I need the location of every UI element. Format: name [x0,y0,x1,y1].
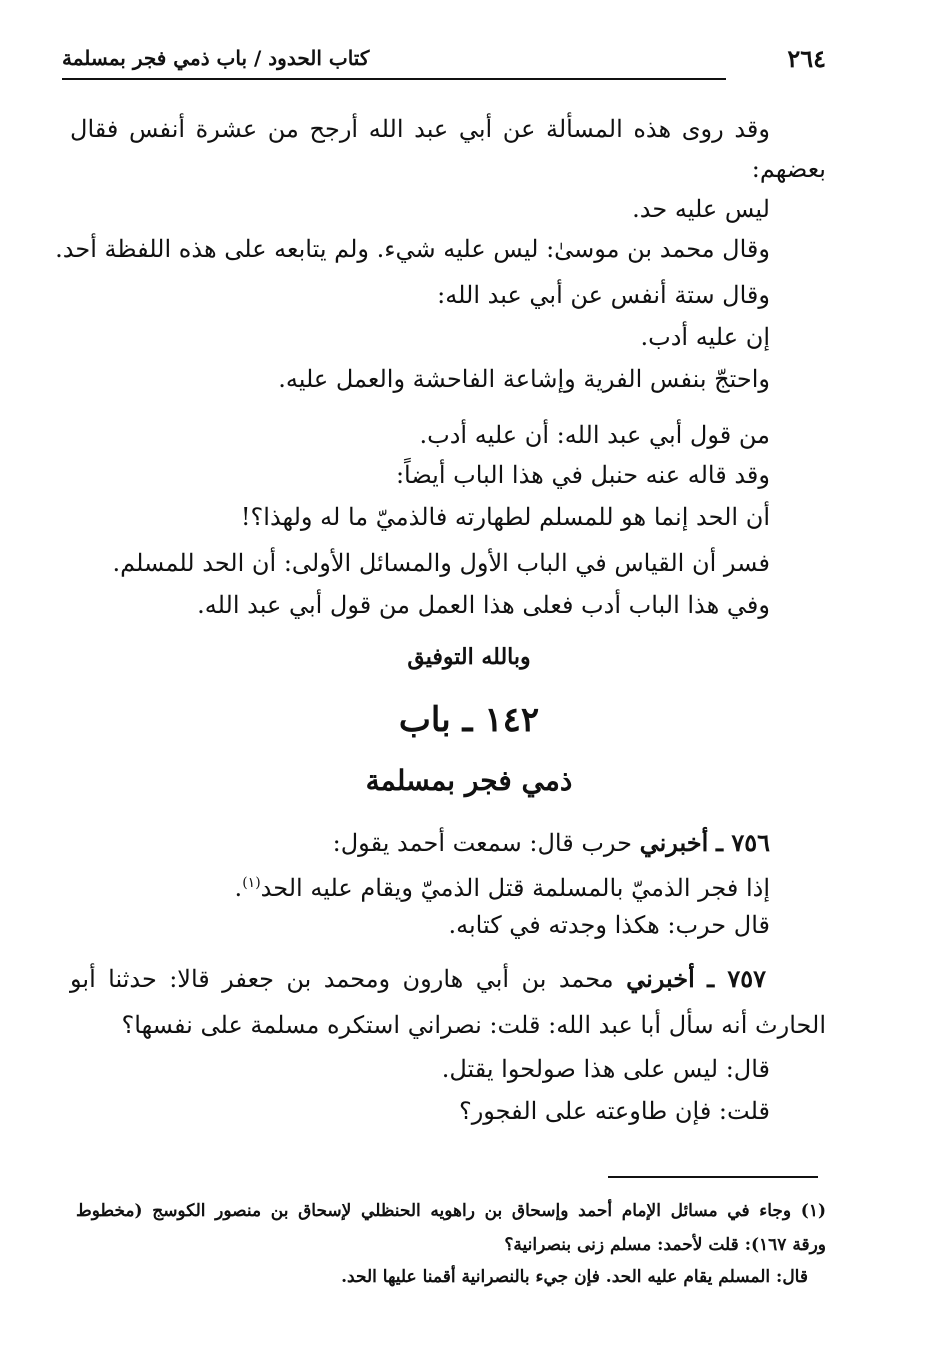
body-line-10: أن الحد إنما هو للمسلم لطهارته فالذميّ ما له ولهذا؟! [240,503,770,531]
body-line-7: واحتجّ بنفس الفرية وإشاعة الفاحشة والعمل عليه. [278,365,770,393]
body-line-8: من قول أبي عبد الله: أن عليه أدب. [419,421,770,449]
narration-756-line-2-text: إذا فجر الذميّ بالمسلمة قتل الذميّ ويقام عليه الحد [260,874,770,902]
narration-756-line-2 [235,866,770,905]
footnote-line-1: (١) وجاء في مسائل الإمام أحمد وإسحاق بن راهويه الحنظلي لإسحاق بن منصور الكوسج (مخطوط [76,1201,826,1221]
page-number: ٢٦٤ [779,44,826,73]
narration-757-number: ٧٥٧ ـ [707,964,766,993]
narration-756-text: حرب قال: سمعت أحمد يقول: [332,829,632,857]
body-line-5: وقال ستة أنفس عن أبي عبد الله: [437,281,770,309]
narration-757-verb: أخبرني [626,964,695,993]
narration-757-line-3: قال: ليس على هذا صولحوا يقتل. [441,1055,770,1083]
footnote-marker[interactable]: (١) [242,875,261,891]
narration-756-line-2-end: . [234,874,243,902]
body-line-2: بعضهم: [751,155,826,183]
narration-756-line-1 [333,826,770,860]
chapter-subtitle: ذمي فجر بمسلمة [365,764,573,797]
narration-757-line-1 [70,962,766,996]
body-line-4: وقال محمد بن موسىٰ: ليس عليه شيء. ولم يتابعه على هذه اللفظة أحد. [55,235,770,263]
body-line-6: إن عليه أدب. [640,323,770,351]
narration-756-number: ٧٥٦ ـ [715,828,770,857]
body-line-11: فسر أن القياس في الباب الأول والمسائل الأولى: أن الحد للمسلم. [112,549,770,577]
footnote-separator [608,1176,818,1178]
narration-757-text: محمد بن أبي هارون ومحمد بن جعفر قالا: حدثنا أبو [70,965,614,993]
narration-757-line-2: الحارث أنه سأل أبا عبد الله: قلت: نصراني استكره مسلمة على نفسها؟ [121,1011,826,1039]
footnote-line-2: ورقة ١٦٧): قلت لأحمد: مسلم زنى بنصرانية؟ [504,1235,826,1255]
chapter-number-title: ١٤٢ ـ باب [398,700,540,740]
running-header [62,44,826,80]
narration-756-verb: أخبرني [639,828,709,857]
narration-757-line-4: قلت: فإن طاوعته على الفجور؟ [458,1097,770,1125]
running-title: كتاب الحدود / باب ذمي فجر بمسلمة [62,46,379,70]
footnote-line-3: قال: المسلم يقام عليه الحد. فإن جيء بالنصرانية أقمنا عليها الحد. [341,1267,808,1287]
body-line-1: وقد روى هذه المسألة عن أبي عبد الله أرجح من عشرة أنفس فقال [70,115,770,143]
body-line-9: وقد قاله عنه حنبل في هذا الباب أيضاً: [395,461,770,489]
body-line-12: وفي هذا الباب أدب فعلى هذا العمل من قول أبي عبد الله. [197,591,770,619]
closing-phrase: وبالله التوفيق [407,644,531,670]
narration-756-line-3: قال حرب: هكذا وجدته في كتابه. [448,911,770,939]
body-line-3: ليس عليه حد. [632,195,770,223]
